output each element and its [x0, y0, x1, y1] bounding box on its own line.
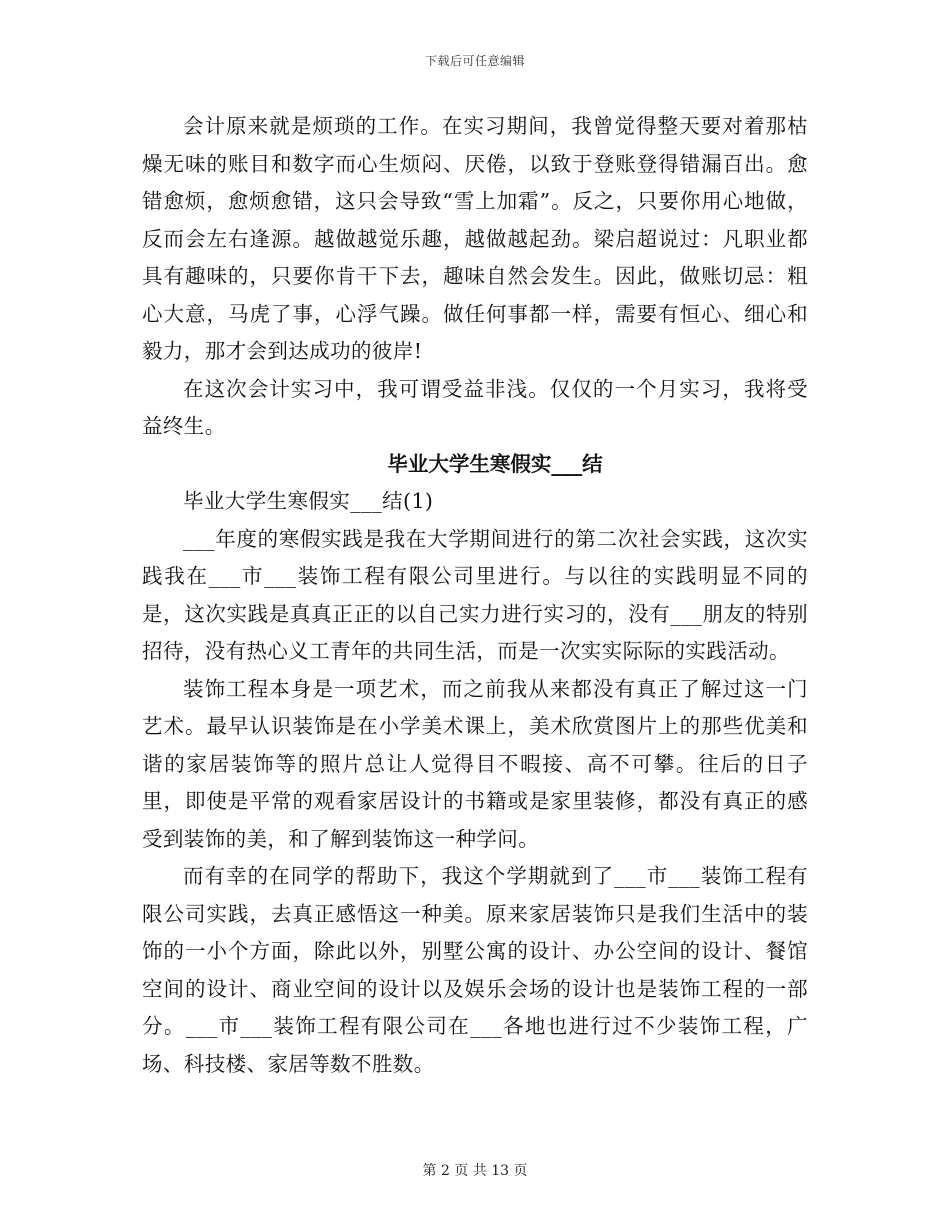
page-number: 第 2 页 共 13 页	[422, 1163, 528, 1179]
document-body	[142, 108, 808, 1083]
page-header: 下载后可任意编辑	[424, 54, 525, 68]
section-subtitle: 毕业大学生寒假实___结(1)	[183, 489, 434, 513]
paragraph: 装饰工程本身是一项艺术，而之前我从来都没有真正了解过这一门艺术。最早认识装饰是在小学美术课上，美术欣赏图片上的那些优美和谐的家居装饰等的照片总让人觉得目不暇接、高不可攀。往后的日子里，即使是平常的观看家居设计的书籍或是家里装修，都没有真正的感受到装饰的美，和了解到装饰这一种学问。	[142, 676, 808, 851]
paragraph: ___年度的寒假实践是我在大学期间进行的第二次社会实践，这次实践我在___市___装饰工程有限公司里进行。与以往的实践明显不同的是，这次实践是真真正正的以自己实力进行实习的，没有___朋友的特别招待，没有热心义工青年的共同生活，而是一次实实际际的实践活动。	[142, 526, 808, 663]
section-title: 毕业大学生寒假实___结	[387, 451, 603, 476]
paragraph: 会计原来就是烦琐的工作。在实习期间，我曾觉得整天要对着那枯燥无味的账目和数字而心生烦闷、厌倦，以致于登账登得错漏百出。愈错愈烦，愈烦愈错，这只会导致“雪上加霜”。反之，只要你用心地做，反而会左右逢源。越做越觉乐趣，越做越起劲。梁启超说过：凡职业都具有趣味的，只要你肯干下去，趣味自然会发生。因此，做账切忌：粗心大意，马虎了事，心浮气躁。做任何事都一样，需要有恒心、细心和毅力，那才会到达成功的彼岸!	[142, 114, 808, 363]
paragraph: 而有幸的在同学的帮助下，我这个学期就到了___市___装饰工程有限公司实践，去真正感悟这一种美。原来家居装饰只是我们生活中的装饰的一小个方面，除此以外，别墅公寓的设计、办公空间的设计、餐馆空间的设计、商业空间的设计以及娱乐会场的设计也是装饰工程的一部分。___市___装饰工程有限公司在___各地也进行过不少装饰工程，广场、科技楼、家居等数不胜数。	[142, 864, 808, 1076]
paragraph: 在这次会计实习中，我可谓受益非浅。仅仅的一个月实习，我将受益终生。	[142, 376, 808, 438]
